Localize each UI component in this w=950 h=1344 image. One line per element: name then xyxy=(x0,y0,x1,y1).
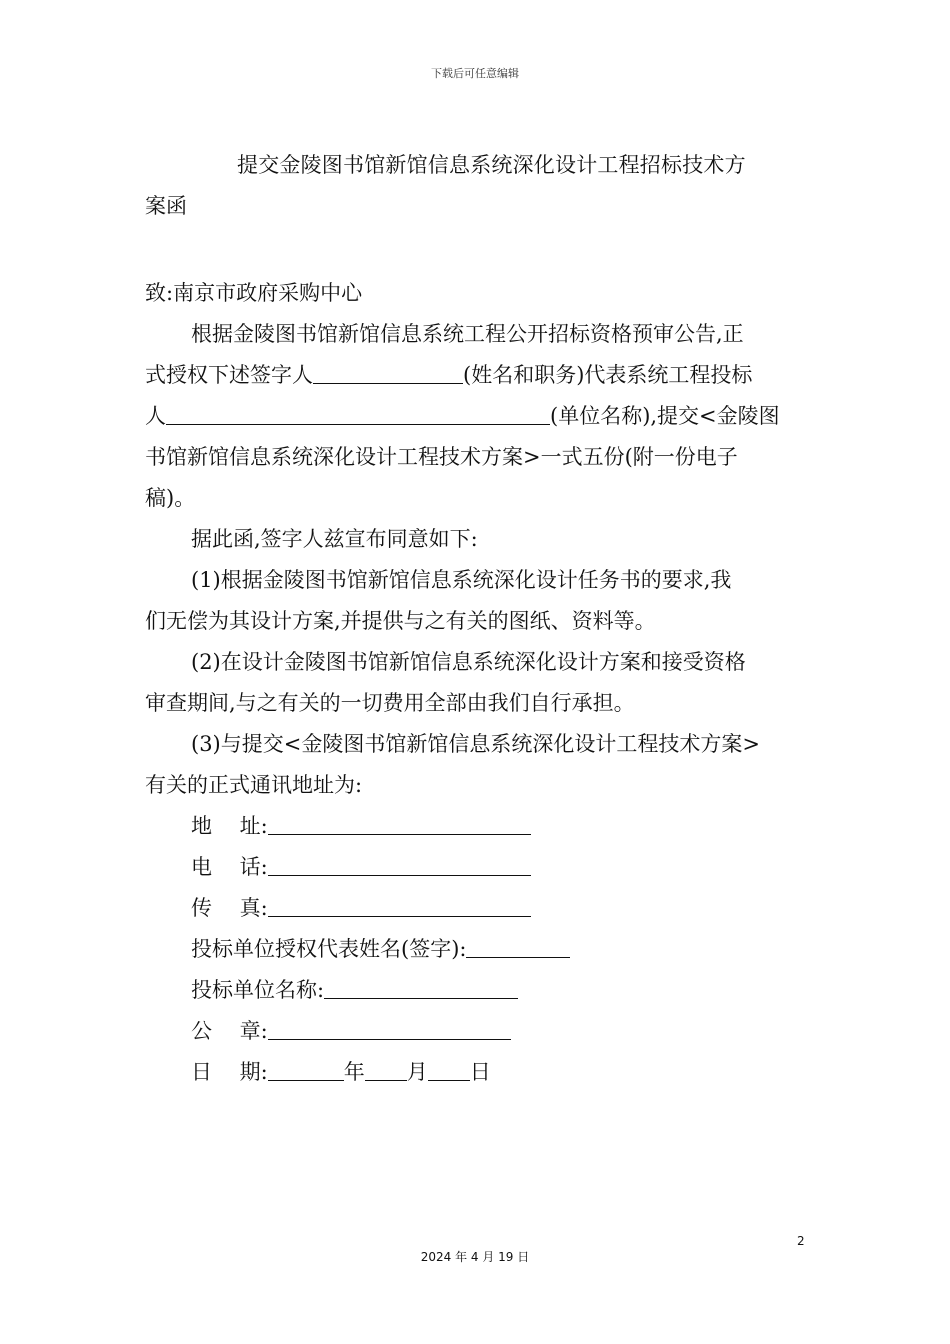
rep-name-field xyxy=(145,929,807,970)
bidder-suffix: (单位名称),提交<金陵图 xyxy=(550,404,780,428)
signer-suffix: (姓名和职务)代表系统工程投标 xyxy=(463,363,753,387)
day-blank[interactable] xyxy=(428,1060,470,1081)
date-label: 日 期: xyxy=(191,1060,268,1084)
signer-label: 式授权下述签字人 xyxy=(145,363,313,387)
item-3-line-2: 有关的正式通讯地址为: xyxy=(145,773,363,797)
date-field xyxy=(145,1052,807,1093)
address-field xyxy=(145,806,807,847)
item-1-line-1: (1)根据金陵图书馆新馆信息系统深化设计任务书的要求,我 xyxy=(191,568,732,592)
address-blank[interactable] xyxy=(268,814,531,835)
paragraph-1-line-4: 书馆新馆信息系统深化设计工程技术方案>一式五份(附一份电子 xyxy=(145,445,738,469)
year-blank[interactable] xyxy=(268,1060,344,1081)
item-2-line-1: (2)在设计金陵图书馆新馆信息系统深化设计方案和接受资格 xyxy=(191,650,746,674)
month-blank[interactable] xyxy=(365,1060,407,1081)
company-field xyxy=(145,970,807,1011)
fax-label: 传 真: xyxy=(191,896,268,920)
rep-name-label: 投标单位授权代表姓名(签字): xyxy=(191,937,467,961)
paragraph-2: 据此函,签字人兹宣布同意如下: xyxy=(191,527,478,551)
year-label: 年 xyxy=(343,1060,365,1084)
day-label: 日 xyxy=(469,1060,491,1084)
page-number: 2 xyxy=(797,1234,805,1248)
company-blank[interactable] xyxy=(324,978,518,999)
page-header: 下载后可任意编辑 xyxy=(431,67,519,80)
seal-field xyxy=(145,1011,807,1052)
document-title-line1: 提交金陵图书馆新馆信息系统深化设计工程招标技术方 xyxy=(237,153,746,177)
phone-blank[interactable] xyxy=(268,855,531,876)
bidder-label: 人 xyxy=(145,404,166,428)
page-footer-date: 2024 年 4 月 19 日 xyxy=(420,1250,530,1264)
paragraph-1-line-2 xyxy=(145,355,807,396)
signer-name-blank[interactable] xyxy=(313,363,463,384)
paragraph-1-line-1: 根据金陵图书馆新馆信息系统工程公开招标资格预审公告,正 xyxy=(191,322,744,346)
fax-field xyxy=(145,888,807,929)
paragraph-1-line-3 xyxy=(145,396,807,437)
phone-label: 电 话: xyxy=(191,855,268,879)
company-label: 投标单位名称: xyxy=(191,978,325,1002)
rep-name-blank[interactable] xyxy=(466,937,570,958)
seal-label: 公 章: xyxy=(191,1019,268,1043)
addressee: 致:南京市政府采购中心 xyxy=(145,281,363,305)
phone-field xyxy=(145,847,807,888)
bidder-name-blank[interactable] xyxy=(166,404,550,425)
item-1-line-2: 们无偿为其设计方案,并提供与之有关的图纸、资料等。 xyxy=(145,609,656,633)
document-title-line2: 案函 xyxy=(145,194,187,218)
fax-blank[interactable] xyxy=(268,896,531,917)
seal-blank[interactable] xyxy=(268,1019,511,1040)
item-3-line-1: (3)与提交<金陵图书馆新馆信息系统深化设计工程技术方案> xyxy=(191,732,760,756)
item-2-line-2: 审查期间,与之有关的一切费用全部由我们自行承担。 xyxy=(145,691,635,715)
month-label: 月 xyxy=(406,1060,428,1084)
paragraph-1-line-5: 稿)。 xyxy=(145,486,196,510)
document-body xyxy=(145,145,807,1093)
address-label: 地 址: xyxy=(191,814,268,838)
